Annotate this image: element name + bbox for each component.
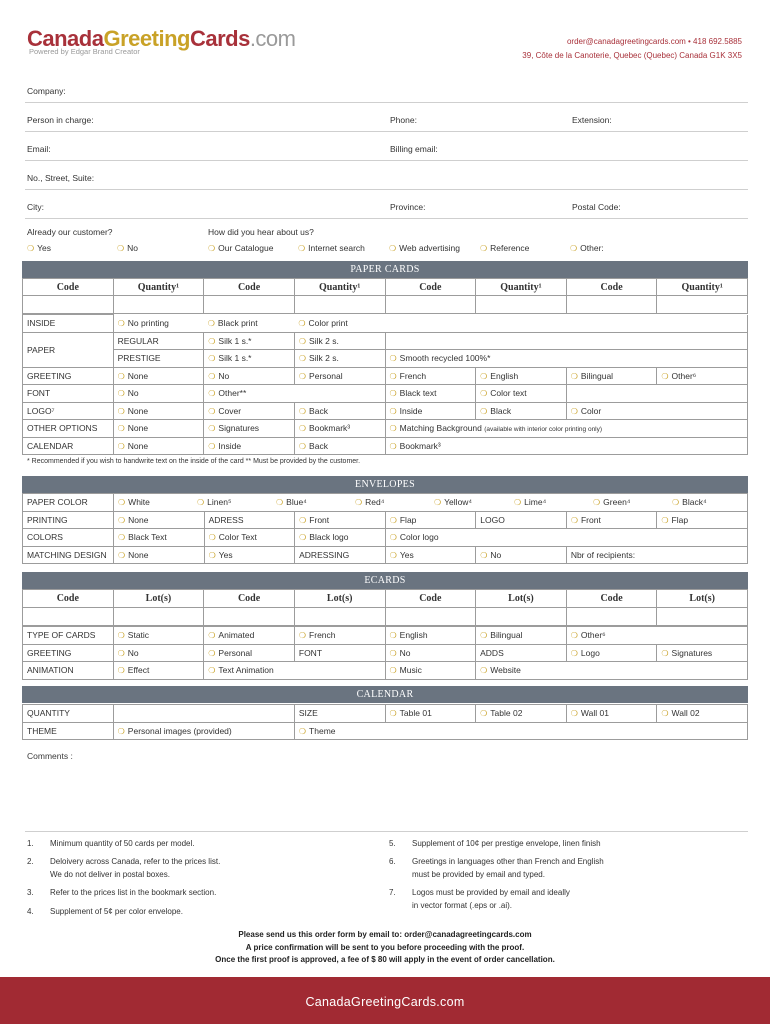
province-label[interactable]: Province: (390, 202, 426, 212)
contact-address: 39, Côte de la Canoterie, Quebec (Quebec) Canada G1K 3X5 (522, 51, 742, 60)
option-signatures[interactable]: ❍ Signatures (204, 420, 295, 438)
customer-question: Already our customer? (27, 227, 113, 237)
code-input[interactable] (23, 608, 114, 626)
ecards-options-table (22, 626, 748, 680)
option-black-print[interactable]: ❍ Black print (204, 315, 295, 333)
option-ecard-bilingual[interactable]: ❍ Bilingual (476, 627, 567, 645)
page-header (0, 0, 770, 70)
code-header: Code (566, 590, 657, 608)
regular-label: REGULAR (113, 332, 204, 350)
option-wall-01[interactable]: ❍ Wall 01 (566, 705, 657, 723)
lots-input[interactable] (476, 608, 567, 626)
code-header: Code (566, 279, 657, 296)
code-header: Code (23, 590, 114, 608)
option-prestige-silk-1[interactable]: ❍ Silk 1 s.* (204, 350, 295, 368)
paper-label: PAPER (23, 332, 114, 367)
paper-color-options (114, 494, 748, 512)
ecards-code-table (22, 589, 748, 626)
option-calendar-bookmark[interactable]: ❍ Bookmark³ (385, 437, 748, 455)
option-greeting-bilingual[interactable]: ❍ Bilingual (566, 367, 657, 385)
adressing-label: ADRESSING (295, 546, 386, 564)
type-of-cards-label: TYPE OF CARDS (23, 627, 114, 645)
customer-no-option[interactable]: ❍ No (117, 243, 138, 253)
code-input[interactable] (566, 296, 657, 314)
street-field[interactable] (25, 161, 748, 190)
paper-code-table (22, 278, 748, 314)
option-greeting-personal[interactable]: ❍ Personal (294, 367, 385, 385)
option-adds-signatures[interactable]: ❍ Signatures (657, 644, 748, 662)
option-logo-cover[interactable]: ❍ Cover (204, 402, 295, 420)
option-website[interactable]: ❍ Website (476, 662, 748, 680)
customer-yes-option[interactable]: ❍ Yes (27, 243, 51, 253)
option-smooth-recycled[interactable]: ❍ Smooth recycled 100%* (385, 350, 748, 368)
postal-code-label[interactable]: Postal Code: (572, 202, 621, 212)
hear-option-internet[interactable]: ❍ Internet search (298, 243, 365, 253)
option-ecard-greeting-personal[interactable]: ❍ Personal (204, 644, 295, 662)
option-effect[interactable]: ❍ Effect (113, 662, 204, 680)
quantity-header: Quantity¹ (294, 279, 385, 296)
option-greeting-none[interactable]: ❍ None (113, 367, 204, 385)
comments-divider (25, 831, 748, 832)
matching-background-label: Matching Background (399, 423, 482, 434)
ecards-header: ECARDS (22, 572, 748, 589)
option-bookmark[interactable]: ❍ Bookmark³ (294, 420, 385, 438)
option-ecard-french[interactable]: ❍ French (294, 627, 385, 645)
calendar-table (22, 704, 748, 740)
ecard-greeting-label: GREETING (23, 644, 114, 662)
option-logo-back[interactable]: ❍ Back (294, 402, 385, 420)
size-label: SIZE (294, 705, 385, 723)
hear-option-web-ads[interactable]: ❍ Web advertising (389, 243, 460, 253)
powered-by: Powered by Edgar Brand Creator (29, 47, 140, 56)
code-header: Code (204, 279, 295, 296)
option-adress-front[interactable]: ❍ Front (295, 511, 386, 529)
option-no-printing[interactable]: ❍ No printing (113, 315, 204, 333)
option-yellow[interactable]: ❍ Yellow⁴ (434, 497, 472, 507)
option-linen[interactable]: ❍ Linen⁵ (197, 497, 232, 507)
envelope-logo-label: LOGO (476, 511, 567, 529)
envelopes-table (22, 493, 748, 564)
option-calendar-back[interactable]: ❍ Back (294, 437, 385, 455)
matching-design-label: MATCHING DESIGN (23, 546, 114, 564)
quantity-header: Quantity¹ (476, 279, 567, 296)
option-ecard-english[interactable]: ❍ English (385, 627, 476, 645)
code-input[interactable] (204, 608, 295, 626)
option-adressing-no[interactable]: ❍ No (476, 546, 567, 564)
option-greeting-english[interactable]: ❍ English (476, 367, 567, 385)
city-label[interactable]: City: (27, 202, 44, 212)
calendar-label: CALENDAR (23, 437, 114, 455)
calendar-header: CALENDAR (22, 686, 748, 703)
hear-option-reference[interactable]: ❍ Reference (480, 243, 529, 253)
option-regular-silk-1[interactable]: ❍ Silk 1 s.* (204, 332, 295, 350)
brand-logo: CanadaGreetingCards.com (27, 26, 296, 51)
quantity-input[interactable] (476, 296, 567, 314)
prestige-label: PRESTIGE (113, 350, 204, 368)
option-music[interactable]: ❍ Music (385, 662, 476, 680)
animation-label: ANIMATION (23, 662, 114, 680)
option-greeting-french[interactable]: ❍ French (385, 367, 476, 385)
comments-label[interactable]: Comments : (27, 751, 73, 761)
option-logo-black[interactable]: ❍ Black (476, 402, 567, 420)
option-black-logo[interactable]: ❍ Black logo (295, 529, 386, 547)
option-matching-yes[interactable]: ❍ Yes (204, 546, 295, 564)
option-printing-none[interactable]: ❍ None (114, 511, 205, 529)
other-options-label: OTHER OPTIONS (23, 420, 114, 438)
option-font-no[interactable]: ❍ No (113, 385, 204, 403)
code-header: Code (204, 590, 295, 608)
option-table-01[interactable]: ❍ Table 01 (385, 705, 476, 723)
contact-info (522, 35, 742, 63)
option-white[interactable]: ❍ White (118, 497, 150, 507)
theme-label: THEME (23, 722, 114, 740)
option-greeting-no[interactable]: ❍ No (204, 367, 295, 385)
option-matching-background[interactable] (385, 420, 748, 438)
option-logo-none[interactable]: ❍ None (113, 402, 204, 420)
lots-header: Lot(s) (113, 590, 204, 608)
matching-background-note: (available with interior color printing only) (484, 426, 603, 434)
option-table-02[interactable]: ❍ Table 02 (476, 705, 567, 723)
extension-label[interactable]: Extension: (572, 115, 612, 125)
lots-input[interactable] (113, 608, 204, 626)
option-personal-images[interactable]: ❍ Personal images (provided) (113, 722, 294, 740)
option-regular-silk-2[interactable]: ❍ Silk 2 s. (294, 332, 385, 350)
option-lime[interactable]: ❍ Lime⁴ (514, 497, 546, 507)
code-header: Code (385, 279, 476, 296)
paper-color-label: PAPER COLOR (23, 494, 114, 512)
company-field[interactable] (25, 74, 748, 103)
option-black[interactable]: ❍ Black⁴ (672, 497, 707, 507)
footer-email-line: Please send us this order form by email to: order@canadagreetingcards.com (238, 930, 532, 939)
footer-instructions (0, 929, 770, 967)
quantity-input[interactable] (113, 296, 204, 314)
code-input[interactable] (385, 608, 476, 626)
option-adress-flap[interactable]: ❍ Flap (385, 511, 476, 529)
option-font-other[interactable]: ❍ Other** (204, 385, 385, 403)
paper-cards-header: PAPER CARDS (22, 261, 748, 278)
quantity-input[interactable] (294, 296, 385, 314)
email-row (25, 132, 748, 161)
option-ecard-greeting-no[interactable]: ❍ No (113, 644, 204, 662)
recipients-field[interactable]: Nbr of recipients: (566, 546, 747, 564)
lots-input[interactable] (657, 608, 748, 626)
option-logo-flap[interactable]: ❍ Flap (657, 511, 748, 529)
inside-label: INSIDE (23, 315, 114, 333)
option-black-text[interactable]: ❍ Black Text (114, 529, 205, 547)
footer-confirmation-line: A price confirmation will be sent to you before proceeding with the proof. (245, 942, 525, 952)
footer-cancellation-line: Once the first proof is approved, a fee of $ 80 will apply in the event of order cancellation. (215, 955, 555, 964)
option-adressing-yes[interactable]: ❍ Yes (385, 546, 476, 564)
option-red[interactable]: ❍ Red⁴ (355, 497, 384, 507)
street-label: No., Street, Suite: (27, 173, 95, 183)
option-ecard-other[interactable]: ❍ Other⁶ (566, 627, 747, 645)
paper-footnote: * Recommended if you wish to handwrite text on the inside of the card ** Must be provided by the customer. (27, 458, 361, 465)
ecard-font-label: FONT (294, 644, 385, 662)
lots-input[interactable] (294, 608, 385, 626)
person-label[interactable]: Person in charge: (27, 115, 94, 125)
paper-options-table (22, 314, 748, 455)
option-font-color-text[interactable]: ❍ Color text (476, 385, 567, 403)
code-input[interactable] (385, 296, 476, 314)
quantity-input[interactable] (657, 296, 748, 314)
email-label[interactable]: Email: (27, 144, 51, 154)
contact-email-phone: order@canadagreetingcards.com • 418 692.5885 (566, 37, 742, 46)
code-input[interactable] (23, 296, 114, 314)
lots-header: Lot(s) (294, 590, 385, 608)
option-color-print[interactable]: ❍ Color print (294, 315, 385, 333)
option-blue[interactable]: ❍ Blue⁴ (276, 497, 307, 507)
code-header: Code (23, 279, 114, 296)
lots-header: Lot(s) (476, 590, 567, 608)
option-logo-inside[interactable]: ❍ Inside (385, 402, 476, 420)
option-prestige-silk-2[interactable]: ❍ Silk 2 s. (294, 350, 385, 368)
lots-header: Lot(s) (657, 590, 748, 608)
option-animated[interactable]: ❍ Animated (204, 627, 295, 645)
city-row (25, 190, 748, 219)
option-other-none[interactable]: ❍ None (113, 420, 204, 438)
font-label: FONT (23, 385, 114, 403)
code-header: Code (385, 590, 476, 608)
option-color-logo[interactable]: ❍ Color logo (385, 529, 747, 547)
company-label: Company: (27, 86, 66, 96)
option-adds-logo[interactable]: ❍ Logo (566, 644, 657, 662)
person-row (25, 103, 748, 132)
option-theme[interactable]: ❍ Theme (294, 722, 747, 740)
option-logo-front[interactable]: ❍ Front (566, 511, 657, 529)
option-static[interactable]: ❍ Static (113, 627, 204, 645)
option-matching-none[interactable]: ❍ None (114, 546, 205, 564)
colors-label: COLORS (23, 529, 114, 547)
code-input[interactable] (566, 608, 657, 626)
option-ecard-font-no[interactable]: ❍ No (385, 644, 476, 662)
option-color-text[interactable]: ❍ Color Text (204, 529, 295, 547)
adress-label: ADRESS (204, 511, 295, 529)
envelopes-header: ENVELOPES (22, 476, 748, 493)
hear-option-catalogue[interactable]: ❍ Our Catalogue (208, 243, 273, 253)
option-calendar-inside[interactable]: ❍ Inside (204, 437, 295, 455)
option-font-black-text[interactable]: ❍ Black text (385, 385, 476, 403)
printing-label: PRINTING (23, 511, 114, 529)
code-input[interactable] (204, 296, 295, 314)
greeting-label: GREETING (23, 367, 114, 385)
calendar-quantity-label: QUANTITY (23, 705, 114, 723)
option-greeting-other[interactable]: ❍ Other⁶ (657, 367, 748, 385)
hear-question: How did you hear about us? (208, 227, 314, 237)
billing-email-label[interactable]: Billing email: (390, 144, 438, 154)
option-text-animation[interactable]: ❍ Text Animation (204, 662, 385, 680)
hear-option-other[interactable]: ❍ Other: (570, 243, 604, 253)
phone-label[interactable]: Phone: (390, 115, 417, 125)
quantity-header: Quantity¹ (113, 279, 204, 296)
option-green[interactable]: ❍ Green⁴ (593, 497, 630, 507)
calendar-quantity-input[interactable] (113, 705, 294, 723)
quantity-header: Quantity¹ (657, 279, 748, 296)
option-logo-color[interactable]: ❍ Color (566, 402, 747, 420)
option-wall-02[interactable]: ❍ Wall 02 (657, 705, 748, 723)
logo-label: LOGO⁷ (23, 402, 114, 420)
footer-banner[interactable]: CanadaGreetingCards.com (0, 977, 770, 1024)
adds-label: ADDS (476, 644, 567, 662)
option-calendar-none[interactable]: ❍ None (113, 437, 204, 455)
